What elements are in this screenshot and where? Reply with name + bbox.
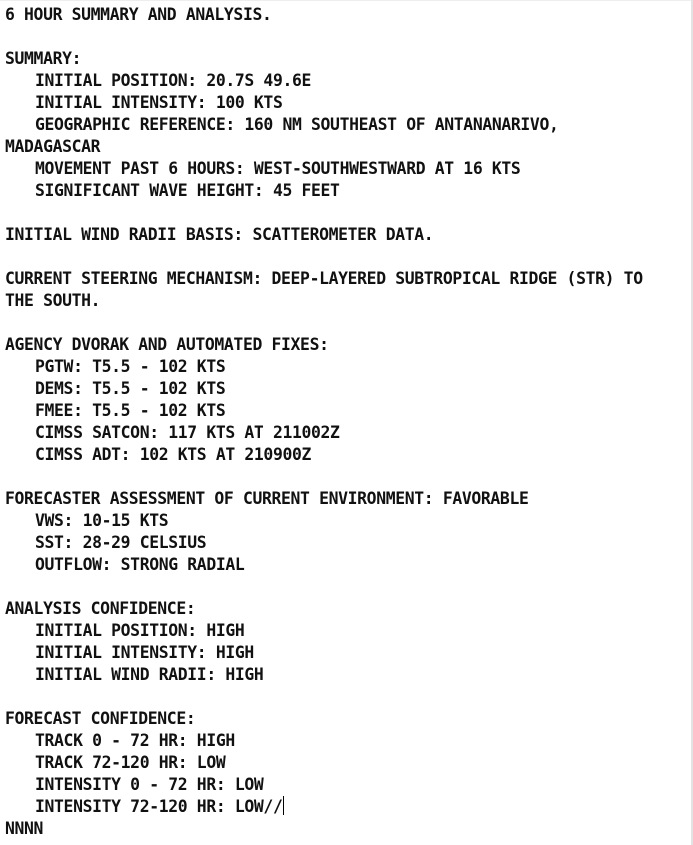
dvorak-item: DEMS: T5.5 - 102 KTS	[35, 379, 226, 398]
forecast-confidence-last-item	[5, 796, 691, 818]
initial-intensity-line: INITIAL INTENSITY: 100 KTS	[35, 93, 283, 112]
summary-title: SUMMARY:	[5, 49, 82, 68]
forecast-confidence-title: FORECAST CONFIDENCE:	[5, 709, 196, 728]
analysis-confidence-item: INITIAL POSITION: HIGH	[35, 621, 245, 640]
blank-line	[5, 202, 691, 224]
steering-line-1: CURRENT STEERING MECHANISM: DEEP-LAYERED SUBTROPICAL RIDGE (STR) TO	[5, 269, 643, 288]
dvorak-item: FMEE: T5.5 - 102 KTS	[35, 401, 226, 420]
forecast-confidence-item: TRACK 0 - 72 HR: HIGH	[35, 731, 235, 750]
end-marker: NNNN	[5, 819, 44, 838]
dvorak-title: AGENCY DVORAK AND AUTOMATED FIXES:	[5, 335, 329, 354]
blank-line	[5, 26, 691, 48]
text-cursor	[283, 796, 284, 815]
dvorak-item: PGTW: T5.5 - 102 KTS	[35, 357, 226, 376]
environment-item: SST: 28-29 CELSIUS	[35, 533, 207, 552]
environment-item: VWS: 10-15 KTS	[35, 511, 169, 530]
dvorak-item: CIMSS ADT: 102 KTS AT 210900Z	[35, 445, 312, 464]
blank-line	[5, 686, 691, 708]
geographic-reference-continuation: MADAGASCAR	[5, 137, 101, 156]
blank-line	[5, 246, 691, 268]
dvorak-item: CIMSS SATCON: 117 KTS AT 211002Z	[35, 423, 340, 442]
steering-line-2: THE SOUTH.	[5, 291, 101, 310]
analysis-confidence-item: INITIAL WIND RADII: HIGH	[35, 665, 264, 684]
forecast-confidence-item: INTENSITY 0 - 72 HR: LOW	[35, 775, 264, 794]
bulletin-text[interactable]	[5, 4, 691, 840]
wind-radii-basis-line: INITIAL WIND RADII BASIS: SCATTEROMETER DATA.	[5, 225, 434, 244]
environment-item: OUTFLOW: STRONG RADIAL	[35, 555, 245, 574]
forecast-confidence-item-text: INTENSITY 72-120 HR: LOW//	[35, 797, 283, 816]
analysis-confidence-title: ANALYSIS CONFIDENCE:	[5, 599, 196, 618]
wave-height-line: SIGNIFICANT WAVE HEIGHT: 45 FEET	[35, 181, 340, 200]
forecast-confidence-item: TRACK 72-120 HR: LOW	[35, 753, 226, 772]
initial-position-line: INITIAL POSITION: 20.7S 49.6E	[35, 71, 312, 90]
blank-line	[5, 466, 691, 488]
blank-line	[5, 312, 691, 334]
geographic-reference-line: GEOGRAPHIC REFERENCE: 160 NM SOUTHEAST OF ANTANANARIVO,	[35, 115, 559, 134]
environment-title: FORECASTER ASSESSMENT OF CURRENT ENVIRONMENT: FAVORABLE	[5, 489, 529, 508]
blank-line	[5, 576, 691, 598]
top-border	[0, 0, 693, 1]
header-line: 6 HOUR SUMMARY AND ANALYSIS.	[5, 5, 272, 24]
analysis-confidence-item: INITIAL INTENSITY: HIGH	[35, 643, 254, 662]
movement-line: MOVEMENT PAST 6 HOURS: WEST-SOUTHWESTWARD AT 16 KTS	[35, 159, 521, 178]
